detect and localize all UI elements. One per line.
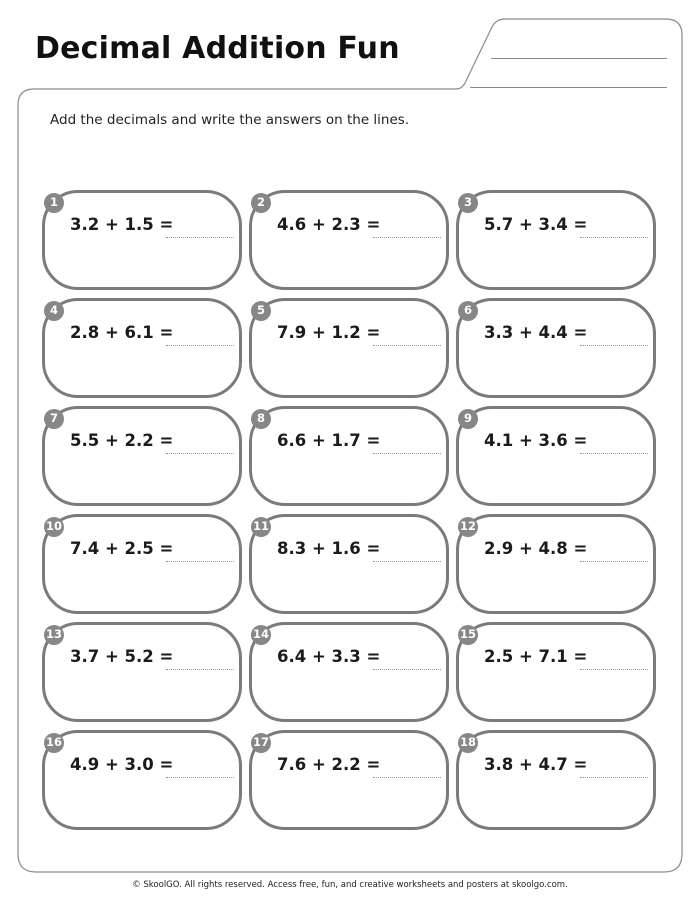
answer-line[interactable]	[166, 345, 234, 346]
name-write-line-top	[491, 58, 667, 59]
problem-expression: 3.8 + 4.7 =	[484, 755, 588, 774]
problem-bubble	[42, 406, 242, 506]
problem-bubble	[249, 406, 449, 506]
problem-card	[456, 514, 656, 614]
problem-expression: 4.1 + 3.6 =	[484, 431, 588, 450]
problem-expression: 6.6 + 1.7 =	[277, 431, 381, 450]
copyright-footer: © SkoolGO. All rights reserved. Access free, fun, and creative worksheets and posters at skoolgo.com.	[132, 880, 568, 890]
answer-line[interactable]	[166, 561, 234, 562]
problem-bubble	[456, 730, 656, 830]
problem-expression: 6.4 + 3.3 =	[277, 647, 381, 666]
problem-number-badge: 13	[44, 625, 64, 645]
problem-bubble	[42, 298, 242, 398]
answer-line[interactable]	[166, 669, 234, 670]
problem-expression: 8.3 + 1.6 =	[277, 539, 381, 558]
problem-expression: 2.5 + 7.1 =	[484, 647, 588, 666]
answer-line[interactable]	[373, 453, 441, 454]
problem-expression: 7.9 + 1.2 =	[277, 323, 381, 342]
problem-bubble	[456, 514, 656, 614]
name-write-line-bottom	[470, 87, 667, 88]
problem-expression: 5.5 + 2.2 =	[70, 431, 174, 450]
answer-line[interactable]	[166, 777, 234, 778]
problem-number-badge: 12	[458, 517, 478, 537]
problem-number-badge: 9	[458, 409, 478, 429]
answer-line[interactable]	[373, 669, 441, 670]
problem-bubble	[42, 514, 242, 614]
problem-number-badge: 4	[44, 301, 64, 321]
problem-number-badge: 2	[251, 193, 271, 213]
problem-card	[456, 730, 656, 830]
problem-expression: 7.4 + 2.5 =	[70, 539, 174, 558]
answer-line[interactable]	[580, 669, 648, 670]
problem-bubble	[456, 406, 656, 506]
problem-bubble	[249, 298, 449, 398]
problem-card	[456, 298, 656, 398]
problem-number-badge: 10	[44, 517, 64, 537]
answer-line[interactable]	[166, 453, 234, 454]
problem-card	[249, 406, 449, 506]
problem-expression: 3.2 + 1.5 =	[70, 215, 174, 234]
problem-expression: 2.9 + 4.8 =	[484, 539, 588, 558]
answer-line[interactable]	[373, 237, 441, 238]
problem-number-badge: 11	[251, 517, 271, 537]
problem-expression: 5.7 + 3.4 =	[484, 215, 588, 234]
problem-number-badge: 18	[458, 733, 478, 753]
problem-number-badge: 3	[458, 193, 478, 213]
problem-bubble	[249, 730, 449, 830]
problem-card	[249, 190, 449, 290]
answer-line[interactable]	[580, 345, 648, 346]
problem-card	[249, 298, 449, 398]
problem-number-badge: 17	[251, 733, 271, 753]
problem-card	[456, 190, 656, 290]
problem-expression: 7.6 + 2.2 =	[277, 755, 381, 774]
problem-card	[456, 622, 656, 722]
instructions: Add the decimals and write the answers on the lines.	[50, 112, 410, 128]
problem-number-badge: 16	[44, 733, 64, 753]
problem-card	[42, 514, 242, 614]
problem-bubble	[456, 190, 656, 290]
answer-line[interactable]	[580, 561, 648, 562]
problem-bubble	[42, 622, 242, 722]
worksheet-title: Decimal Addition Fun	[35, 31, 400, 66]
answer-line[interactable]	[580, 453, 648, 454]
problem-number-badge: 8	[251, 409, 271, 429]
problem-number-badge: 15	[458, 625, 478, 645]
problem-bubble	[42, 730, 242, 830]
problem-number-badge: 1	[44, 193, 64, 213]
problem-card	[249, 514, 449, 614]
answer-line[interactable]	[580, 777, 648, 778]
answer-line[interactable]	[373, 345, 441, 346]
problem-card	[249, 730, 449, 830]
problem-bubble	[456, 622, 656, 722]
problem-number-badge: 5	[251, 301, 271, 321]
answer-line[interactable]	[373, 777, 441, 778]
problem-bubble	[42, 190, 242, 290]
problem-expression: 2.8 + 6.1 =	[70, 323, 174, 342]
answer-line[interactable]	[373, 561, 441, 562]
problem-expression: 3.7 + 5.2 =	[70, 647, 174, 666]
problem-bubble	[456, 298, 656, 398]
problem-card	[42, 406, 242, 506]
answer-line[interactable]	[166, 237, 234, 238]
problem-grid	[42, 190, 662, 840]
problem-card	[249, 622, 449, 722]
problem-card	[42, 298, 242, 398]
problem-card	[42, 190, 242, 290]
problem-card	[42, 730, 242, 830]
problem-card	[42, 622, 242, 722]
problem-bubble	[249, 190, 449, 290]
problem-expression: 3.3 + 4.4 =	[484, 323, 588, 342]
problem-number-badge: 14	[251, 625, 271, 645]
problem-bubble	[249, 622, 449, 722]
problem-bubble	[249, 514, 449, 614]
problem-number-badge: 6	[458, 301, 478, 321]
problem-card	[456, 406, 656, 506]
problem-expression: 4.6 + 2.3 =	[277, 215, 381, 234]
answer-line[interactable]	[580, 237, 648, 238]
problem-number-badge: 7	[44, 409, 64, 429]
problem-expression: 4.9 + 3.0 =	[70, 755, 174, 774]
